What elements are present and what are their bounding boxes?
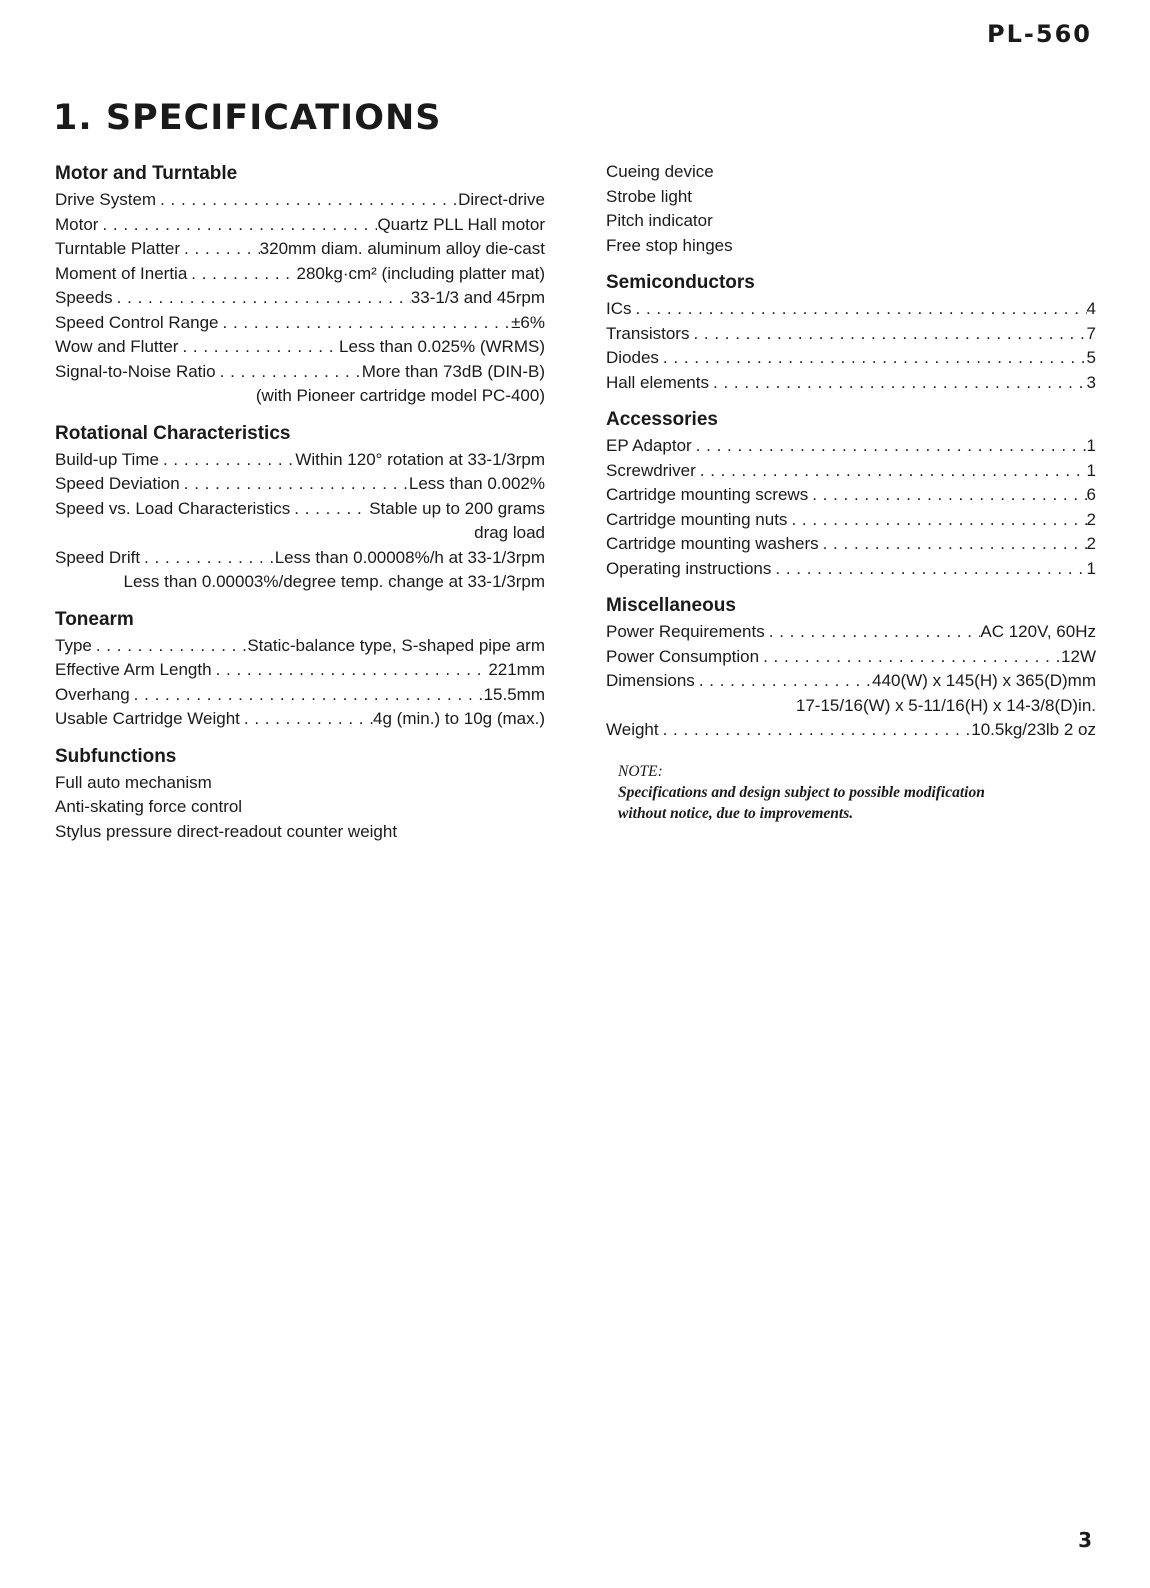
spec-value: 2 xyxy=(1086,509,1096,529)
feature-text: Anti-skating force control xyxy=(55,797,243,816)
section-heading: Miscellaneous xyxy=(606,595,736,616)
spec-value: (with Pioneer cartridge model PC-400) xyxy=(255,386,545,405)
spec-row xyxy=(606,718,1096,743)
spec-value: 7 xyxy=(1086,323,1096,343)
spec-row xyxy=(55,188,545,213)
spec-label: Cartridge mounting screws xyxy=(606,485,809,504)
spec-row xyxy=(55,634,545,659)
dot-leader xyxy=(212,658,489,683)
spec-label: Hall elements xyxy=(606,372,709,392)
spec-label: Speeds xyxy=(55,288,113,307)
spec-row xyxy=(55,497,545,522)
spec-section xyxy=(606,406,1096,581)
spec-row xyxy=(55,472,545,497)
dot-leader xyxy=(808,483,1086,508)
dot-leader xyxy=(98,213,377,238)
spec-value: 1 xyxy=(1086,558,1096,578)
spec-feature xyxy=(55,771,545,796)
spec-row xyxy=(606,645,1096,670)
feature-text: Strobe light xyxy=(606,186,692,206)
dot-leader xyxy=(787,508,1086,533)
spec-value: Less than 0.00003%/degree temp. change at 33-1/3rpm xyxy=(123,572,545,591)
spec-label: Speed Drift xyxy=(55,547,141,567)
page-number: 3 xyxy=(1078,1528,1092,1552)
spec-label: Dimensions xyxy=(606,671,695,690)
note-line: without notice, due to improvements. xyxy=(618,804,854,822)
dot-leader xyxy=(187,262,296,287)
spec-value: Static-balance type, S-shaped pipe arm xyxy=(247,635,545,655)
spec-section xyxy=(55,606,545,732)
spec-label: Speed Control Range xyxy=(55,312,219,332)
spec-value: Less than 0.002% xyxy=(408,474,545,493)
spec-value: ±6% xyxy=(511,312,545,332)
spec-value: 12W xyxy=(1061,646,1096,666)
spec-value: 10.5kg/23lb 2 oz xyxy=(971,720,1096,739)
spec-label: Speed Deviation xyxy=(55,474,180,493)
dot-leader xyxy=(240,707,373,732)
spec-section xyxy=(606,592,1096,743)
spec-label: Wow and Flutter xyxy=(55,337,179,356)
section-heading: Tonearm xyxy=(55,608,134,630)
spec-feature xyxy=(606,160,1096,185)
spec-value: 1 xyxy=(1086,436,1096,455)
section-heading: Semiconductors xyxy=(606,272,755,293)
spec-row xyxy=(606,532,1096,557)
spec-row xyxy=(55,213,545,238)
dot-leader xyxy=(130,683,484,708)
spec-feature xyxy=(55,820,545,845)
spec-row xyxy=(55,448,545,473)
spec-row xyxy=(55,360,545,385)
spec-value: Direct-drive xyxy=(458,190,545,209)
spec-row xyxy=(55,311,545,336)
dot-leader xyxy=(765,620,981,645)
dot-leader xyxy=(180,472,409,497)
spec-row-continuation xyxy=(55,384,545,409)
spec-feature xyxy=(606,185,1096,210)
left-column xyxy=(55,160,545,855)
spec-label: Diodes xyxy=(606,348,659,367)
dot-leader xyxy=(689,322,1086,347)
dot-leader xyxy=(759,645,1061,670)
spec-section xyxy=(55,420,545,595)
dot-leader xyxy=(180,237,260,262)
note-line: Specifications and design subject to possible modification xyxy=(618,783,985,801)
feature-text: Free stop hinges xyxy=(606,235,733,255)
spec-row xyxy=(55,335,545,360)
spec-value: Within 120° rotation at 33-1/3rpm xyxy=(295,449,545,469)
spec-row xyxy=(606,434,1096,459)
spec-label: EP Adaptor xyxy=(606,436,692,455)
feature-text: Full auto mechanism xyxy=(55,772,212,792)
section-heading: Accessories xyxy=(606,409,718,430)
dot-leader xyxy=(290,497,369,522)
spec-value: More than 73dB (DIN-B) xyxy=(361,361,545,381)
spec-row xyxy=(606,459,1096,484)
section-heading: Motor and Turntable xyxy=(55,163,238,184)
feature-text: Pitch indicator xyxy=(606,211,713,230)
dot-leader xyxy=(696,459,1087,484)
spec-value: 3 xyxy=(1086,372,1096,392)
dot-leader xyxy=(819,532,1087,557)
dot-leader xyxy=(709,371,1087,396)
spec-value: AC 120V, 60Hz xyxy=(980,622,1096,641)
spec-value: 4g (min.) to 10g (max.) xyxy=(373,709,545,728)
spec-row xyxy=(606,620,1096,645)
spec-value: Quartz PLL Hall motor xyxy=(377,214,545,234)
spec-value: 6 xyxy=(1086,485,1096,504)
spec-feature xyxy=(55,795,545,820)
spec-row xyxy=(55,658,545,683)
spec-row xyxy=(55,707,545,732)
dot-leader xyxy=(219,311,512,336)
spec-value: 4 xyxy=(1086,299,1096,318)
spec-row xyxy=(606,322,1096,347)
dot-leader xyxy=(692,434,1087,459)
spec-label: Effective Arm Length xyxy=(55,660,212,679)
spec-label: Power Consumption xyxy=(606,646,760,666)
feature-text: Stylus pressure direct-readout counter weight xyxy=(55,821,398,841)
dot-leader xyxy=(113,286,411,311)
dot-leader xyxy=(632,297,1087,322)
spec-value: 2 xyxy=(1086,534,1096,553)
spec-row-continuation xyxy=(55,570,545,595)
spec-value: 17-15/16(W) x 5-11/16(H) x 14-3/8(D)in. xyxy=(795,695,1096,715)
spec-value: 5 xyxy=(1086,348,1096,367)
section-heading: Rotational Characteristics xyxy=(55,422,291,444)
spec-label: ICs xyxy=(606,299,632,318)
spec-value: Less than 0.025% (WRMS) xyxy=(339,337,545,356)
spec-value: 440(W) x 145(H) x 365(D)mm xyxy=(872,671,1096,690)
spec-section xyxy=(55,743,545,845)
spec-label: Transistors xyxy=(606,323,690,343)
spec-row xyxy=(55,546,545,571)
spec-label: Speed vs. Load Characteristics xyxy=(55,498,291,518)
spec-value: 280kg·cm² (including platter mat) xyxy=(296,263,545,283)
spec-label: Signal-to-Noise Ratio xyxy=(55,361,216,381)
spec-feature xyxy=(606,209,1096,234)
spec-label: Overhang xyxy=(55,684,130,704)
note xyxy=(606,761,1096,824)
spec-label: Type xyxy=(55,635,92,655)
spec-label: Usable Cartridge Weight xyxy=(55,709,240,728)
spec-value: 221mm xyxy=(488,660,545,679)
spec-label: Turntable Platter xyxy=(55,239,181,258)
right-column xyxy=(606,160,1096,824)
spec-row xyxy=(55,237,545,262)
dot-leader xyxy=(140,546,275,571)
spec-row xyxy=(606,508,1096,533)
spec-label: Power Requirements xyxy=(606,622,765,641)
dot-leader xyxy=(92,634,247,659)
dot-leader xyxy=(771,557,1086,582)
spec-section xyxy=(606,269,1096,395)
feature-text: Cueing device xyxy=(606,162,714,181)
spec-row xyxy=(606,371,1096,396)
spec-label: Screwdriver xyxy=(606,460,696,480)
spec-row xyxy=(55,262,545,287)
section-heading: Subfunctions xyxy=(55,745,177,767)
spec-row xyxy=(606,557,1096,582)
spec-value: Less than 0.00008%/h at 33-1/3rpm xyxy=(274,547,545,567)
spec-label: Motor xyxy=(55,214,99,234)
spec-label: Operating instructions xyxy=(606,558,772,578)
spec-label: Weight xyxy=(606,720,659,739)
spec-value: 1 xyxy=(1086,460,1096,480)
spec-row xyxy=(606,297,1096,322)
spec-row xyxy=(55,683,545,708)
spec-row xyxy=(606,669,1096,694)
dot-leader xyxy=(156,188,458,213)
dot-leader xyxy=(695,669,872,694)
spec-label: Cartridge mounting washers xyxy=(606,534,819,553)
spec-label: Drive System xyxy=(55,190,157,209)
spec-label: Build-up Time xyxy=(55,449,159,469)
spec-row-continuation xyxy=(55,521,545,546)
spec-label: Moment of Inertia xyxy=(55,263,188,283)
spec-value: drag load xyxy=(474,523,545,542)
page-title: 1. SPECIFICATIONS xyxy=(53,98,442,138)
spec-value: 320mm diam. aluminum alloy die-cast xyxy=(259,239,545,258)
spec-value: Stable up to 200 grams xyxy=(369,498,545,518)
model-number: PL-560 xyxy=(987,20,1092,48)
dot-leader xyxy=(659,718,972,743)
spec-label: Cartridge mounting nuts xyxy=(606,509,788,529)
spec-feature xyxy=(606,234,1096,259)
dot-leader xyxy=(659,346,1087,371)
dot-leader xyxy=(159,448,295,473)
spec-row xyxy=(606,346,1096,371)
spec-section xyxy=(606,160,1096,258)
spec-section xyxy=(55,160,545,409)
spec-row xyxy=(55,286,545,311)
spec-row-continuation xyxy=(606,694,1096,719)
dot-leader xyxy=(216,360,362,385)
spec-row xyxy=(606,483,1096,508)
note-label: NOTE: xyxy=(618,762,663,780)
spec-value: 33-1/3 and 45rpm xyxy=(410,288,545,307)
dot-leader xyxy=(178,335,339,360)
spec-value: 15.5mm xyxy=(483,684,545,704)
